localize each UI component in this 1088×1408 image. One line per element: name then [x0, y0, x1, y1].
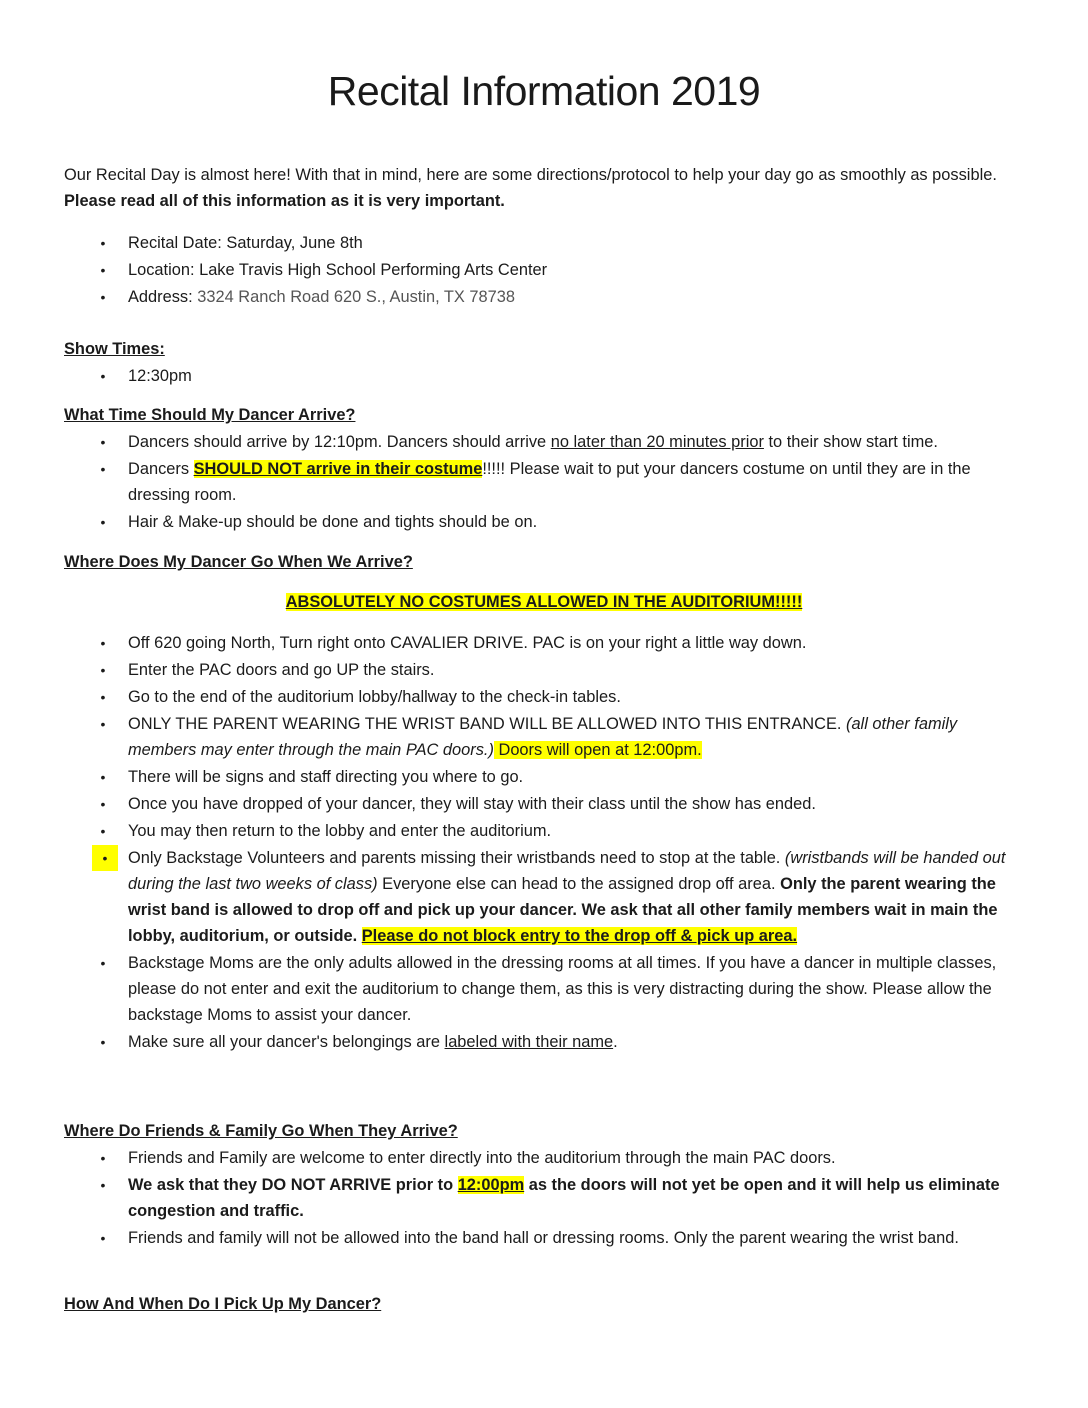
- no-costumes-banner: [0, 591, 1088, 613]
- where-item-text: You may then return to the lobby and enter the auditorium.: [128, 822, 552, 840]
- where-item-text: Once you have dropped of your dancer, they will stay with their class until the show has ended.: [128, 795, 816, 813]
- list-item: [0, 684, 1060, 710]
- list-item: [0, 845, 1060, 949]
- show-times-heading: Show Times:: [64, 340, 165, 358]
- where-item-highlight: Doors will open at 12:00pm.: [493, 741, 702, 759]
- list-item: [0, 257, 1060, 283]
- where-item-text: Backstage Moms are the only adults allowed in the dressing rooms at all times. If you have a dancer in multiple classes, please do not enter and exit the auditorium to change them, as this is very distracting during the show. Please allow the backstage Moms to assist your dancer.: [128, 954, 997, 1024]
- where-item-text: ONLY THE PARENT WEARING THE WRIST BAND WILL BE ALLOWED INTO THIS ENTRANCE.: [128, 715, 846, 733]
- where-item-text: Everyone else can head to the assigned drop off area.: [377, 875, 781, 893]
- bullet-icon: •: [100, 955, 106, 971]
- bullet-icon: •: [100, 1150, 106, 1166]
- bullet-icon: •: [100, 689, 106, 705]
- where-item-bold: Only the parent wearing the wrist band is allowed to drop off and pick up your dancer. We ask that all other family members wait in main the lobby, auditorium, or outside.: [128, 875, 998, 945]
- where-item-highlight: Please do not block entry to the drop off & pick up area.: [361, 927, 798, 945]
- friends-item-text: Friends and family will not be allowed into the band hall or dressing rooms. Only the parent wearing the wrist band.: [128, 1229, 959, 1247]
- list-item: [0, 509, 1060, 535]
- arrive-item-text: to their show start time.: [763, 433, 938, 451]
- arrive-item-text: Dancers should arrive by 12:10pm. Dancers should arrive: [128, 433, 551, 451]
- arrive-item-highlight: SHOULD NOT arrive in their costume: [193, 460, 483, 478]
- bullet-icon: •: [100, 461, 106, 477]
- bullet-icon: •: [100, 716, 106, 732]
- intro-text: Our Recital Day is almost here! With that in mind, here are some directions/protocol to help your day go as smoothly as possible.: [64, 166, 997, 184]
- bullet-icon: •: [100, 1230, 106, 1246]
- list-item: [0, 818, 1060, 844]
- arrive-item-text: Dancers: [128, 460, 194, 478]
- bullet-icon: •: [100, 635, 106, 651]
- list-item: [0, 657, 1060, 683]
- list-item: [0, 363, 1060, 389]
- arrive-list: [0, 429, 1060, 536]
- intro-paragraph: [64, 162, 1034, 214]
- friends-item-text: Friends and Family are welcome to enter directly into the auditorium through the main PAC doors.: [128, 1149, 836, 1167]
- list-item: [0, 791, 1060, 817]
- friends-heading: Where Do Friends & Family Go When They Arrive?: [64, 1122, 458, 1140]
- bullet-icon: •: [100, 514, 106, 530]
- page-title: Recital Information 2019: [327, 68, 761, 114]
- friends-item-bold: as the doors will not yet be open and it will help us eliminate congestion and traffic.: [128, 1176, 1000, 1220]
- bullet-icon: •: [100, 368, 106, 384]
- arrive-item-text: Hair & Make-up should be done and tights should be on.: [128, 513, 538, 531]
- recital-location: Location: Lake Travis High School Performing Arts Center: [128, 261, 548, 279]
- bullet-icon: •: [92, 845, 118, 871]
- bullet-icon: •: [100, 823, 106, 839]
- bullet-icon: •: [100, 235, 106, 251]
- list-item: [0, 284, 1060, 310]
- pickup-heading: How And When Do I Pick Up My Dancer?: [64, 1295, 382, 1313]
- friends-item-bold: We ask that they DO NOT ARRIVE prior to: [128, 1176, 458, 1194]
- recital-date: Recital Date: Saturday, June 8th: [128, 234, 363, 252]
- where-item-text: Off 620 going North, Turn right onto CAVALIER DRIVE. PAC is on your right a little way down.: [128, 634, 807, 652]
- bullet-icon: •: [100, 1034, 106, 1050]
- where-item-text: Only Backstage Volunteers and parents missing their wristbands need to stop at the table.: [128, 849, 785, 867]
- where-item-underlined: labeled with their name: [444, 1033, 614, 1051]
- list-item: [0, 1172, 1060, 1224]
- show-time: 12:30pm: [128, 367, 192, 385]
- list-item: [0, 1225, 1060, 1251]
- list-item: [0, 764, 1060, 790]
- friends-item-highlight: 12:00pm: [457, 1176, 525, 1194]
- where-item-text: .: [613, 1033, 618, 1051]
- details-list: [0, 230, 1060, 311]
- list-item: [0, 230, 1060, 256]
- where-item-text: There will be signs and staff directing you where to go.: [128, 768, 524, 786]
- arrive-heading: What Time Should My Dancer Arrive?: [64, 406, 356, 424]
- where-item-italic: (wristbands will be handed out during the last two weeks of class): [128, 849, 1006, 893]
- show-times-list: [0, 363, 1060, 390]
- friends-list: [0, 1145, 1060, 1252]
- where-heading: Where Does My Dancer Go When We Arrive?: [64, 553, 413, 571]
- list-item: [0, 630, 1060, 656]
- bullet-icon: •: [100, 796, 106, 812]
- bullet-icon: •: [100, 262, 106, 278]
- list-item: [0, 456, 1060, 508]
- bullet-icon: •: [100, 1177, 106, 1193]
- list-item: [0, 950, 1060, 1028]
- bullet-icon: •: [100, 769, 106, 785]
- list-item: [0, 711, 1060, 763]
- list-item: [0, 429, 1060, 455]
- bullet-icon: •: [100, 289, 106, 305]
- bullet-icon: •: [100, 434, 106, 450]
- arrive-item-text: !!!!! Please wait to put your dancers costume on until they are in the dressing room.: [128, 460, 971, 504]
- no-costumes-banner-text: ABSOLUTELY NO COSTUMES ALLOWED IN THE AUDITORIUM!!!!!: [285, 593, 803, 611]
- address-label: Address:: [128, 288, 193, 306]
- bullet-icon: •: [100, 662, 106, 678]
- address-value: 3324 Ranch Road 620 S., Austin, TX 78738: [192, 288, 515, 306]
- intro-bold-text: Please read all of this information as it is very important.: [64, 192, 505, 210]
- list-item: [0, 1145, 1060, 1171]
- where-list: [0, 630, 1060, 1056]
- where-item-text: Enter the PAC doors and go UP the stairs.: [128, 661, 435, 679]
- arrive-item-underlined: no later than 20 minutes prior: [550, 433, 764, 451]
- where-item-text: Go to the end of the auditorium lobby/hallway to the check-in tables.: [128, 688, 621, 706]
- where-item-text: Make sure all your dancer's belongings are: [128, 1033, 445, 1051]
- list-item: [0, 1029, 1060, 1055]
- where-item-italic: (all other family members may enter through the main PAC doors.): [128, 715, 958, 759]
